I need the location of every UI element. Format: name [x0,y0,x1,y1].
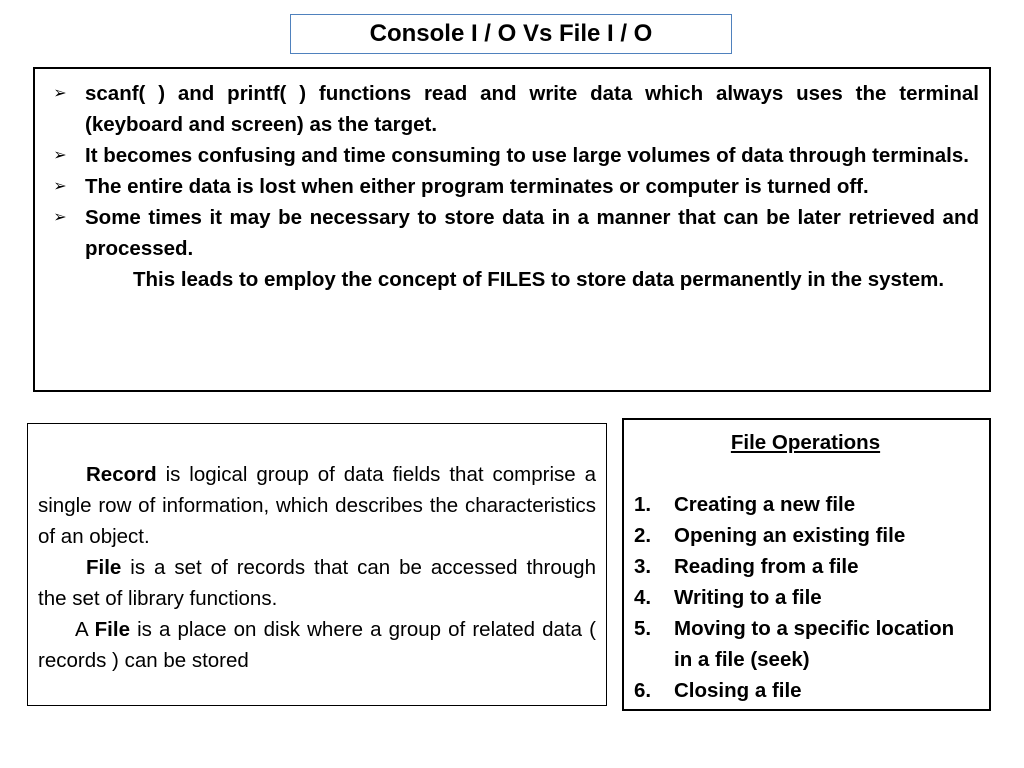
conclusion-item [35,264,979,295]
slide-title: Console I / O Vs File I / O [290,14,732,54]
bullet-text: scanf( ) and printf( ) functions read and write data which always uses the terminal (keyboard and screen) as the target. [85,82,979,136]
operation-number: 4. [634,586,652,609]
definition-prefix: A [75,618,95,641]
operation-label: Moving to a specific location in a file (seek) [674,617,955,671]
definition-file-records [38,552,596,614]
bullet-item [35,140,979,171]
conclusion-wrapper [85,264,979,295]
bullet-item [35,202,979,264]
arrow-bullet-icon: ➢ [53,209,67,226]
file-operation-item [634,520,977,551]
bullet-text: It becomes confusing and time consuming to use large volumes of data through terminals. [85,144,969,167]
operation-label: Closing a file [674,679,802,702]
arrow-bullet-icon: ➢ [53,85,67,102]
operation-number: 5. [634,617,652,640]
bullet-item [35,78,979,140]
definition-text: is logical group of data fields that comprise a single row of information, which describes the characteristics of an object. [38,463,596,548]
arrow-bullet-icon: ➢ [53,147,67,164]
bullet-list-box [33,67,991,392]
bullet-item [35,171,979,202]
definition-file-disk [38,614,596,676]
file-operation-item [634,675,977,706]
definition-term: File [94,618,130,641]
operation-number: 1. [634,493,652,516]
file-operation-item [634,613,977,675]
operation-label: Creating a new file [674,493,856,516]
operation-label: Reading from a file [674,555,859,578]
file-operation-item [634,489,977,520]
file-operation-item [634,551,977,582]
operation-number: 2. [634,524,652,547]
file-operations-box [622,418,991,711]
bullet-text: The entire data is lost when either program terminates or computer is turned off. [85,175,869,198]
operation-label: Writing to a file [674,586,822,609]
file-operations-heading: File Operations [730,431,881,454]
definition-text: is a place on disk where a group of related data ( records ) can be stored [38,618,596,672]
operation-number: 3. [634,555,652,578]
arrow-bullet-icon: ➢ [53,178,67,195]
definition-text: is a set of records that can be accessed through the set of library functions. [38,556,596,610]
file-operation-item [634,582,977,613]
operation-number: 6. [634,679,652,702]
bullet-text: Some times it may be necessary to store data in a manner that can be later retrieved and processed. [85,206,979,260]
definition-record [38,459,596,552]
definitions-box [27,423,607,706]
definition-term: Record [86,463,157,486]
operation-label: Opening an existing file [674,524,906,547]
conclusion-text: This leads to employ the concept of FILES to store data permanently in the system. [133,268,945,291]
definition-term: File [86,556,122,579]
